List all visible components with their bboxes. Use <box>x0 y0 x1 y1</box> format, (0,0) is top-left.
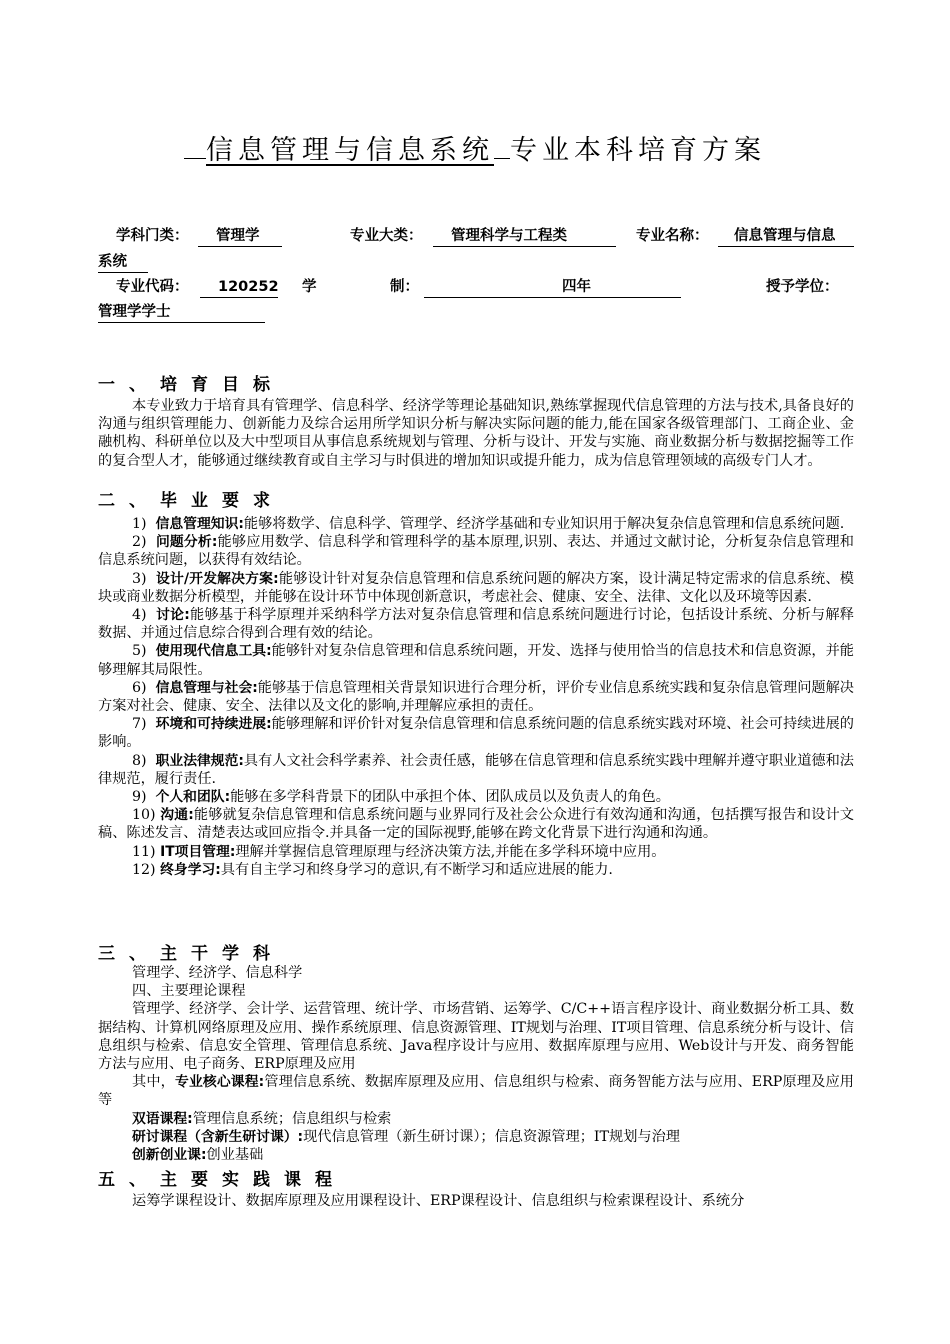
req-num: 11) <box>132 843 156 860</box>
req-label: 个人和团队: <box>155 789 231 806</box>
req-label: 讨论: <box>156 607 190 624</box>
req-label: 环境和可持续进展: <box>155 716 272 733</box>
req-num: 6) <box>132 679 147 696</box>
requirements-list <box>98 515 854 879</box>
req-num: 3) <box>132 570 147 587</box>
requirement-item <box>98 806 854 842</box>
innovation-label: 创新创业课: <box>132 1147 207 1164</box>
section-practice-body <box>98 1192 854 1210</box>
req-num: 2) <box>132 534 147 551</box>
theory-courses-heading: 四、主要理论课程 <box>132 983 246 1000</box>
section-heading-disciplines: 三、主干学科 <box>98 944 284 964</box>
req-text: 能够设计针对复杂信息管理和信息系统问题的解决方案，设计满足特定需求的信息系统、模块或商业数据分析模型，并能够在设计环节中体现创新意识，考虑社会、健康、安全、法律、文化以及环境等因素. <box>98 570 854 605</box>
req-text: 能够理解和评价针对复杂信息管理和信息系统问题的信息系统实践对环境、社会可持续进展的影响。 <box>98 716 854 751</box>
req-num: 12) <box>132 861 156 878</box>
duration-value: 四年 <box>424 277 681 298</box>
innovation-text: 创业基础 <box>206 1147 264 1164</box>
req-label: IT项目管理: <box>160 843 236 860</box>
requirement-item <box>98 570 854 606</box>
category-label: 专业大类： <box>350 228 423 244</box>
code-value: 120252 <box>200 277 278 298</box>
category-value: 管理科学与工程类 <box>433 226 616 247</box>
discipline-value: 管理学 <box>198 226 282 247</box>
req-label: 问题分析: <box>155 534 218 551</box>
requirement-item <box>98 642 854 678</box>
major-value: 信息管理与信息 <box>718 226 854 247</box>
req-text: 能够在多学科背景下的团队中承担个体、团队成员以及负责人的角色。 <box>230 789 670 806</box>
req-num: 10) <box>132 807 156 824</box>
req-num: 8) <box>132 752 147 769</box>
core-label: 专业核心课程: <box>175 1074 265 1091</box>
seminar-courses <box>98 1128 854 1146</box>
requirement-item <box>98 843 854 861</box>
req-label: 信息管理与社会: <box>155 679 258 696</box>
major-value-cont: 系统 <box>98 252 148 273</box>
core-prefix: 其中， <box>132 1074 176 1091</box>
bilingual-courses <box>98 1110 854 1128</box>
theory-courses-text: 管理学、经济学、会计学、运营管理、统计学、市场营销、运筹学、C/C++语言程序设计、商业数据分析工具、数据结构、计算机网络原理及应用、操作系统原理、信息资源管理、IT规划与治理、IT项目管理、信息系统分析与设计、信息组织与检索、信息安全管理、管理信息系统、Java程序设计与应用、数据库原理与应用、Web设计与开发、商务智能方法与应用、电子商务、ERP原理及应用 <box>98 1001 854 1073</box>
code-label: 专业代码： <box>116 279 189 295</box>
duration-label-1: 学 <box>302 279 317 295</box>
title-underline-tail <box>494 136 510 159</box>
req-text: 具有自主学习和终身学习的意识,有不断学习和适应进展的能力. <box>220 861 613 878</box>
innovation-courses <box>98 1146 854 1164</box>
core-text: 管理信息系统、数据库原理及应用、信息组织与检索、商务智能方法与应用、ERP原理及应用等 <box>98 1074 854 1109</box>
req-text: 能够应用数学、信息科学和管理科学的基本原理,识别、表达、并通过文献讨论，分析复杂信息管理和信息系统问题，以获得有效结论。 <box>98 534 854 569</box>
req-text: 能够针对复杂信息管理和信息系统问题，开发、选择与使用恰当的信息技术和信息资源，并能够理解其局限性。 <box>98 643 854 678</box>
bilingual-label: 双语课程: <box>132 1110 193 1127</box>
section-heading-practice: 五、主要实践课程 <box>98 1170 346 1190</box>
req-num: 1) <box>132 516 147 532</box>
title-major: 信息管理与信息系统 <box>206 135 494 166</box>
section-disciplines-body <box>98 964 854 1164</box>
duration-label-2: 制： <box>390 279 419 295</box>
meta-row-2 <box>98 277 858 299</box>
title-underline-lead <box>184 136 206 159</box>
req-label: 职业法律规范: <box>155 752 244 769</box>
requirement-item <box>98 679 854 715</box>
section-heading-requirements: 二、毕业要求 <box>98 491 284 511</box>
title-suffix: 专业本科培育方案 <box>510 135 766 166</box>
req-text: 理解并掌握信息管理原理与经济决策方法,并能在多学科环境中应用。 <box>235 843 666 860</box>
req-text: 能够基于科学原理并采纳科学方法对复杂信息管理和信息系统问题进行讨论，包括设计系统、分析与解释数据、并通过信息综合得到合理有效的结论。 <box>98 607 854 642</box>
req-label: 信息管理知识: <box>155 516 244 532</box>
meta-row-1b <box>98 252 858 274</box>
req-text: 能够将数学、信息科学、管理学、经济学基础和专业知识用于解决复杂信息管理和信息系统问题. <box>243 516 845 532</box>
bilingual-text: 管理信息系统；信息组织与检索 <box>192 1110 392 1127</box>
req-text: 能够基于信息管理相关背景知识进行合理分析，评价专业信息系统实践和复杂信息管理问题解决方案对社会、健康、安全、法律以及文化的影响,并理解应承担的责任。 <box>98 679 854 715</box>
req-text: 具有人文社会科学素养、社会责任感，能够在信息管理和信息系统实践中理解并遵守职业道德和法律规范，履行责任. <box>98 752 854 787</box>
req-label: 使用现代信息工具: <box>155 643 272 660</box>
requirement-item <box>98 533 854 569</box>
degree-value: 管理学学士 <box>98 302 265 323</box>
req-text: 能够就复杂信息管理和信息系统问题与业界同行及社会公众进行有效沟通和沟通，包括撰写报告和设计文稿、陈述发言、清楚表达或回应指令.并具备一定的国际视野,能够在跨文化背景下进行沟通和沟通。 <box>98 807 854 842</box>
seminar-text: 现代信息管理（新生研讨课）；信息资源管理；IT规划与治理 <box>303 1128 680 1145</box>
requirement-item <box>98 515 854 533</box>
seminar-label: 研讨课程（含新生研讨课）: <box>132 1128 304 1145</box>
goals-text: 本专业致力于培育具有管理学、信息科学、经济学等理论基础知识,熟练掌握现代信息管理的方法与技术,具备良好的沟通与组织管理能力、创新能力及综合运用所学知识分析与解决实际问题的能力,能在国家各级管理部门、工商企业、金融机构、科研单位以及大中型项目从事信息系统规划与管理、分析与设计、开发与实施、商业数据分析与数据挖掘等工作的复合型人才，能够通过继续教育或自主学习与时俱进的增加知识或提升能力，成为信息管理领域的高级专门人才。 <box>98 398 854 469</box>
page-title <box>0 128 950 167</box>
requirement-item <box>98 606 854 642</box>
section-goals-body <box>98 397 854 470</box>
meta-row-1 <box>98 226 858 248</box>
disciplines-text: 管理学、经济学、信息科学 <box>132 965 303 981</box>
major-label: 专业名称： <box>636 228 709 244</box>
req-num: 7) <box>132 716 147 733</box>
req-num: 9) <box>132 789 147 806</box>
req-label: 终身学习: <box>160 861 221 878</box>
requirement-item <box>98 715 854 751</box>
req-label: 设计/开发解决方案: <box>155 570 279 587</box>
practice-text: 运筹学课程设计、数据库原理及应用课程设计、ERP课程设计、信息组织与检索课程设计、系统分 <box>132 1193 745 1209</box>
req-label: 沟通: <box>160 807 194 824</box>
degree-label: 授予学位： <box>766 279 839 295</box>
requirement-item <box>98 788 854 806</box>
requirement-item <box>98 861 854 879</box>
core-courses <box>98 1073 854 1109</box>
section-heading-goals: 一、培育目标 <box>98 375 284 395</box>
discipline-label: 学科门类： <box>116 228 189 244</box>
req-num: 4) <box>132 607 147 624</box>
requirement-item <box>98 752 854 788</box>
req-num: 5) <box>132 643 147 660</box>
meta-row-2b <box>98 302 858 324</box>
